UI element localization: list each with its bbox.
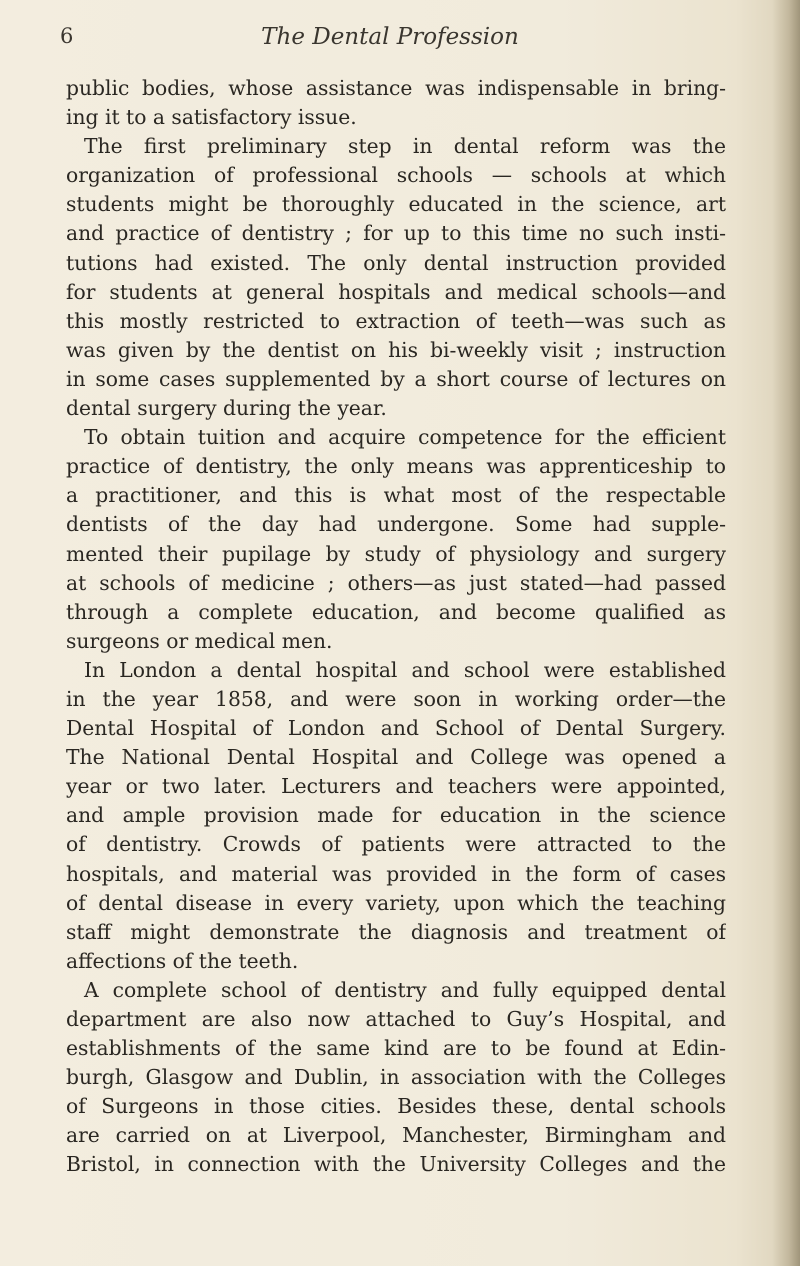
text-line: year or two later. Lecturers and teachers were appointed, <box>66 774 726 799</box>
text-line: A complete school of dentistry and fully equipped dental <box>84 977 726 1002</box>
text-line: dentists of the day had undergone. Some had supple- <box>66 512 726 537</box>
text-line: mented their pupilage by study of physiology and surgery <box>66 541 726 566</box>
text-line: practice of dentistry, the only means was apprenticeship to <box>66 454 726 479</box>
text-line: in some cases supplemented by a short course of lectures on <box>66 366 726 391</box>
text-line: a practitioner, and this is what most of the respectable <box>66 483 726 508</box>
page-number: 6 <box>60 24 74 48</box>
text-line: of dentistry. Crowds of patients were attracted to the <box>66 832 726 857</box>
page-edge-shadow <box>772 0 800 1266</box>
text-line: The first preliminary step in dental reform was the <box>84 134 726 159</box>
text-line: of dental disease in every variety, upon which the teaching <box>66 890 726 915</box>
text-line: for students at general hospitals and medical schools—and <box>66 279 726 304</box>
text-line: establishments of the same kind are to be found at Edin- <box>66 1036 726 1061</box>
body-text <box>66 74 726 1180</box>
page-header <box>60 24 720 58</box>
text-line: tutions had existed. The only dental instruction provided <box>66 250 726 275</box>
text-line: surgeons or medical men. <box>66 628 333 653</box>
text-line: To obtain tuition and acquire competence for the efficient <box>84 425 726 450</box>
text-line: through a complete education, and become qualified as <box>66 599 726 624</box>
text-line: was given by the dentist on his bi-weekly visit ; instruction <box>66 337 726 362</box>
text-line: this mostly restricted to extraction of teeth—was such as <box>66 308 726 333</box>
text-line: and practice of dentistry ; for up to this time no such insti- <box>66 221 726 246</box>
text-line: in the year 1858, and were soon in working order—the <box>66 686 726 711</box>
running-title: The Dental Profession <box>261 24 519 50</box>
text-line: are carried on at Liverpool, Manchester, Birmingham and <box>66 1123 726 1148</box>
text-line: Bristol, in connection with the University Colleges and the <box>66 1152 726 1177</box>
text-line: department are also now attached to Guy’s Hospital, and <box>66 1007 726 1031</box>
text-line: burgh, Glasgow and Dublin, in association with the Colleges <box>66 1065 726 1090</box>
text-line: In London a dental hospital and school were established <box>84 657 726 682</box>
text-line: The National Dental Hospital and College was opened a <box>66 745 726 770</box>
text-line: and ample provision made for education in the science <box>66 803 726 828</box>
text-line: dental surgery during the year. <box>66 396 387 421</box>
text-line: public bodies, whose assistance was indispensable in bring- <box>66 76 726 100</box>
text-line: organization of professional schools — schools at which <box>66 163 726 188</box>
text-line: hospitals, and material was provided in the form of cases <box>66 861 726 886</box>
text-line: affections of the teeth. <box>66 948 299 973</box>
text-line: ing it to a satisfactory issue. <box>66 105 357 130</box>
text-line: at schools of medicine ; others—as just stated—had passed <box>66 570 726 595</box>
text-line: students might be thoroughly educated in the science, art <box>66 192 726 217</box>
text-line: staff might demonstrate the diagnosis and treatment of <box>66 919 726 944</box>
text-line: Dental Hospital of London and School of Dental Surgery. <box>66 716 726 741</box>
text-line: of Surgeons in those cities. Besides these, dental schools <box>66 1094 726 1119</box>
